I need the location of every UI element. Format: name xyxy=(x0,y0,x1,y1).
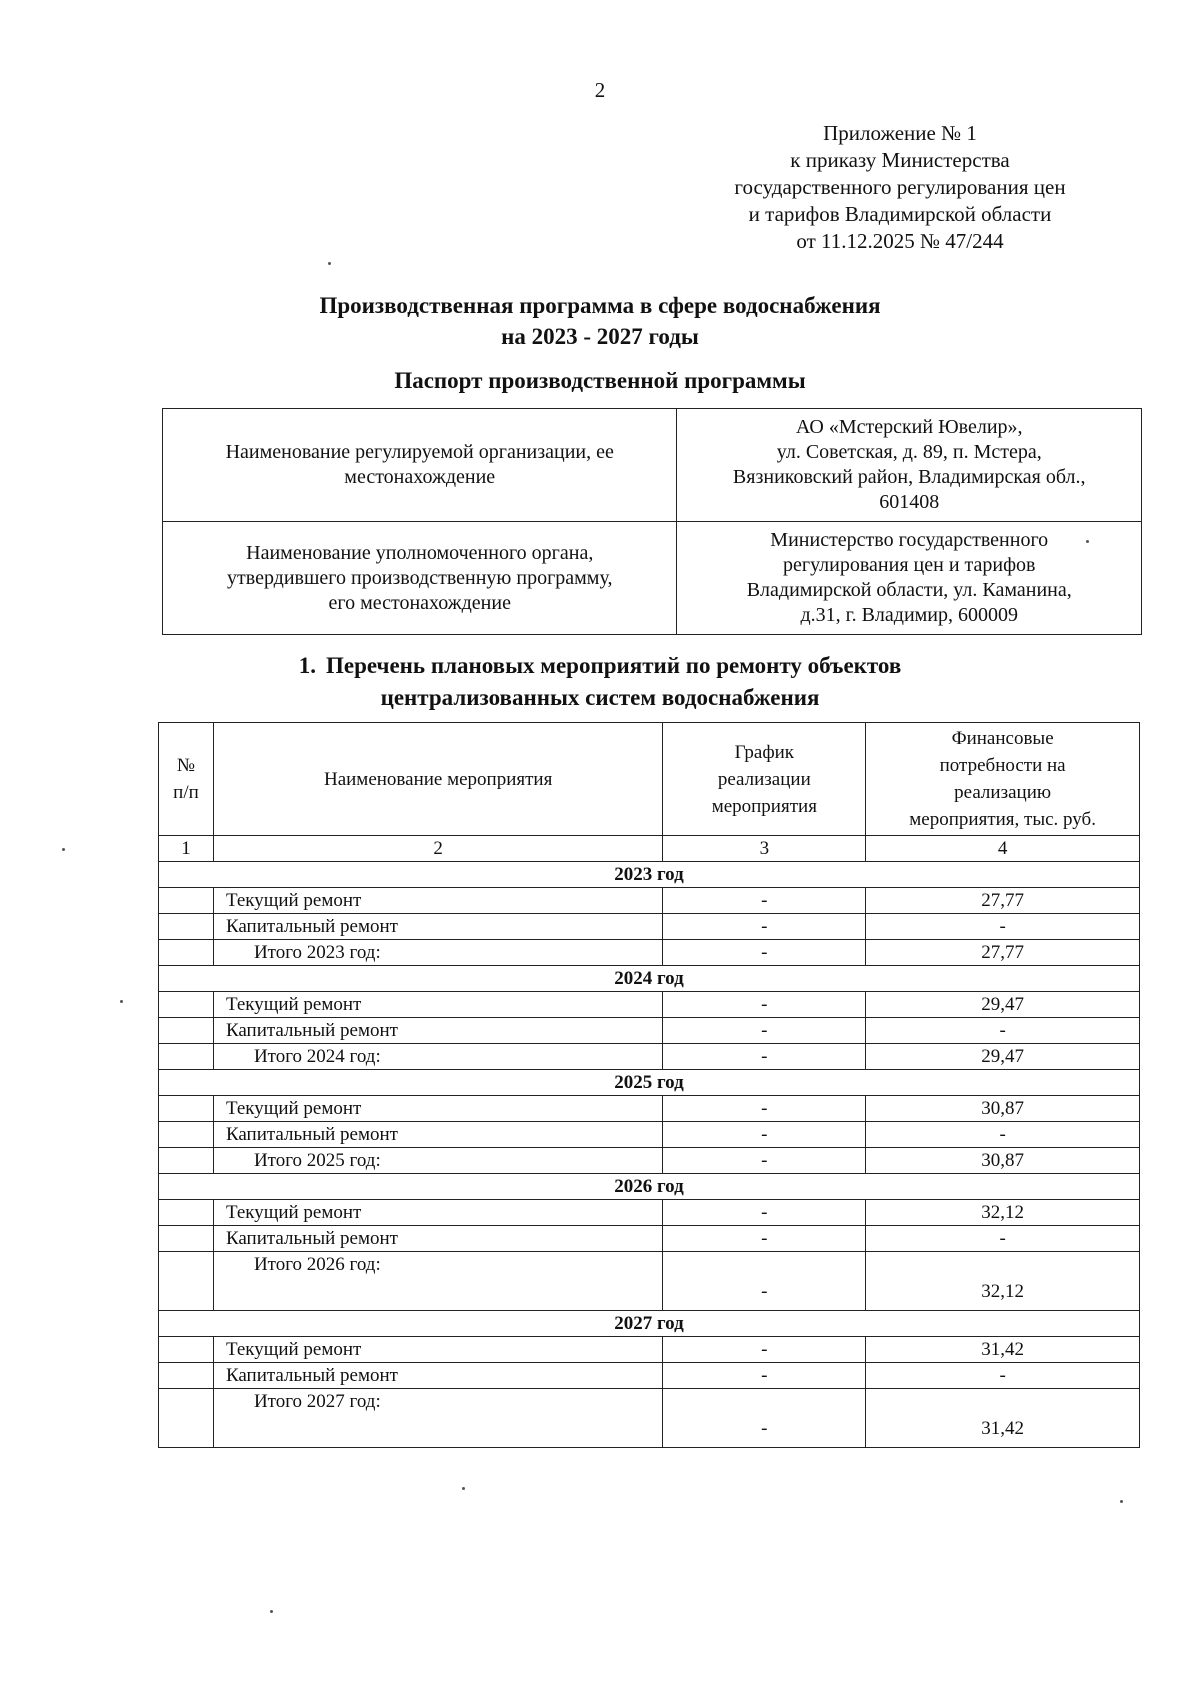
row-num-cell xyxy=(159,914,214,940)
total-schedule: - xyxy=(663,1148,866,1174)
row-schedule: - xyxy=(663,1122,866,1148)
annex-line: от 11.12.2025 № 47/244 xyxy=(796,229,1004,253)
passport-value-cell xyxy=(677,409,1142,522)
passport-value-line: Вязниковский район, Владимирская обл., xyxy=(732,466,1086,488)
scan-speck xyxy=(462,1487,465,1490)
column-number: 2 xyxy=(213,836,662,862)
passport-value-line: 601408 xyxy=(879,491,940,513)
row-label: Капитальный ремонт xyxy=(213,1122,662,1148)
header-line: потребности на xyxy=(939,755,1066,776)
row-value: 31,42 xyxy=(866,1337,1140,1363)
scan-speck xyxy=(1086,540,1089,543)
row-value: - xyxy=(866,1018,1140,1044)
year-label: 2026 год xyxy=(159,1174,1140,1200)
year-row xyxy=(159,862,1140,888)
row-num-cell xyxy=(159,992,214,1018)
passport-label-line: его местонахождение xyxy=(328,591,511,614)
row-num-cell xyxy=(159,1363,214,1389)
total-schedule: - xyxy=(663,1252,866,1311)
annex-block xyxy=(650,120,1150,255)
scan-speck xyxy=(120,1000,123,1003)
row-num-cell xyxy=(159,1148,214,1174)
header-finance xyxy=(866,723,1140,836)
total-row xyxy=(159,1252,1140,1311)
total-label: Итого 2025 год: xyxy=(213,1148,662,1174)
table-row xyxy=(159,1018,1140,1044)
table-row xyxy=(159,992,1140,1018)
passport-value-line: регулирования цен и тарифов xyxy=(782,554,1036,576)
passport-label-cell xyxy=(163,409,677,522)
row-num-cell xyxy=(159,888,214,914)
total-value: 30,87 xyxy=(866,1148,1140,1174)
row-value: 29,47 xyxy=(866,992,1140,1018)
total-row xyxy=(159,1389,1140,1448)
total-label: Итого 2027 год: xyxy=(213,1389,662,1448)
header-num xyxy=(159,723,214,836)
page-number: 2 xyxy=(594,78,606,102)
passport-value-line: АО «Мстерский Ювелир», xyxy=(795,416,1023,438)
section-1-title xyxy=(0,650,1200,714)
header-line: График xyxy=(734,741,795,763)
header-line: мероприятия, тыс. руб. xyxy=(909,809,1096,830)
scan-speck xyxy=(62,848,65,851)
total-label: Итого 2023 год: xyxy=(213,940,662,966)
section-title-line xyxy=(0,650,1200,682)
row-label: Капитальный ремонт xyxy=(213,914,662,940)
section-number: 1. xyxy=(298,653,316,678)
year-label: 2025 год xyxy=(159,1070,1140,1096)
table-row xyxy=(159,1337,1140,1363)
total-row xyxy=(159,1148,1140,1174)
row-value: - xyxy=(866,914,1140,940)
row-schedule: - xyxy=(663,1200,866,1226)
header-line: мероприятия xyxy=(711,795,817,817)
total-value: 27,77 xyxy=(866,940,1140,966)
row-schedule: - xyxy=(663,1018,866,1044)
row-num-cell xyxy=(159,1200,214,1226)
header-name: Наименование мероприятия xyxy=(213,723,662,836)
row-schedule: - xyxy=(663,914,866,940)
title-line: Производственная программа в сфере водоснабжения xyxy=(319,293,881,318)
passport-label-line: Наименование регулируемой организации, ее xyxy=(225,441,614,463)
passport-label-line: утвердившего производственную программу, xyxy=(227,566,613,589)
passport-value-cell xyxy=(677,522,1142,635)
passport-label-line: местонахождение xyxy=(344,466,496,488)
row-schedule: - xyxy=(663,1096,866,1122)
table-header-row xyxy=(159,723,1140,836)
row-value: - xyxy=(866,1122,1140,1148)
passport-value-line: Владимирской области, ул. Каманина, xyxy=(746,579,1072,601)
header-line: № xyxy=(176,755,196,776)
title-line: на 2023 - 2027 годы xyxy=(501,324,699,349)
row-value: - xyxy=(866,1363,1140,1389)
table-row xyxy=(159,1363,1140,1389)
total-schedule: - xyxy=(663,1389,866,1448)
row-label: Текущий ремонт xyxy=(213,1200,662,1226)
year-label: 2023 год xyxy=(159,862,1140,888)
row-num-cell xyxy=(159,1122,214,1148)
row-label: Капитальный ремонт xyxy=(213,1018,662,1044)
annex-line: государственного регулирования цен xyxy=(734,175,1066,199)
passport-label-cell xyxy=(163,522,677,635)
scan-speck xyxy=(270,1610,273,1613)
passport-table xyxy=(162,408,1142,635)
row-num-cell xyxy=(159,940,214,966)
row-num-cell xyxy=(159,1389,214,1448)
row-num-cell xyxy=(159,1337,214,1363)
total-row xyxy=(159,940,1140,966)
year-label: 2027 год xyxy=(159,1311,1140,1337)
column-number-row xyxy=(159,836,1140,862)
table-row xyxy=(159,888,1140,914)
row-num-cell xyxy=(159,1044,214,1070)
annex-line: Приложение № 1 xyxy=(823,121,977,145)
section-title-line: централизованных систем водоснабжения xyxy=(380,685,820,710)
document-title xyxy=(0,290,1200,352)
row-num-cell xyxy=(159,1252,214,1311)
total-value: 32,12 xyxy=(866,1252,1140,1311)
row-value: - xyxy=(866,1226,1140,1252)
row-label: Текущий ремонт xyxy=(213,1096,662,1122)
passport-row xyxy=(163,409,1142,522)
header-schedule xyxy=(663,723,866,836)
scan-speck xyxy=(1120,1500,1123,1503)
table-row xyxy=(159,1122,1140,1148)
table-row xyxy=(159,914,1140,940)
passport-row xyxy=(163,522,1142,635)
passport-value-line: Министерство государственного xyxy=(770,529,1049,551)
year-row xyxy=(159,966,1140,992)
row-label: Текущий ремонт xyxy=(213,888,662,914)
table-row xyxy=(159,1096,1140,1122)
total-label: Итого 2026 год: xyxy=(213,1252,662,1311)
total-schedule: - xyxy=(663,940,866,966)
total-schedule: - xyxy=(663,1044,866,1070)
row-label: Капитальный ремонт xyxy=(213,1226,662,1252)
row-value: 30,87 xyxy=(866,1096,1140,1122)
table-row xyxy=(159,1226,1140,1252)
row-label: Текущий ремонт xyxy=(213,992,662,1018)
row-label: Капитальный ремонт xyxy=(213,1363,662,1389)
row-value: 27,77 xyxy=(866,888,1140,914)
annex-line: к приказу Министерства xyxy=(790,148,1010,172)
section-title-text: Перечень плановых мероприятий по ремонту объектов xyxy=(325,653,902,678)
total-label: Итого 2024 год: xyxy=(213,1044,662,1070)
header-line: реализации xyxy=(717,768,811,790)
row-schedule: - xyxy=(663,992,866,1018)
total-row xyxy=(159,1044,1140,1070)
column-number: 4 xyxy=(866,836,1140,862)
row-schedule: - xyxy=(663,1226,866,1252)
annex-line: и тарифов Владимирской области xyxy=(748,202,1052,226)
passport-title: Паспорт производственной программы xyxy=(394,368,806,393)
plan-table xyxy=(158,722,1140,1448)
total-value: 29,47 xyxy=(866,1044,1140,1070)
passport-value-line: д.31, г. Владимир, 600009 xyxy=(800,604,1019,626)
row-num-cell xyxy=(159,1226,214,1252)
header-line: Финансовые xyxy=(951,728,1054,749)
header-line: реализацию xyxy=(954,782,1052,803)
row-schedule: - xyxy=(663,1337,866,1363)
row-schedule: - xyxy=(663,1363,866,1389)
year-row xyxy=(159,1311,1140,1337)
row-num-cell xyxy=(159,1096,214,1122)
row-schedule: - xyxy=(663,888,866,914)
passport-label-line: Наименование уполномоченного органа, xyxy=(246,541,594,564)
year-row xyxy=(159,1174,1140,1200)
header-line: п/п xyxy=(173,782,199,803)
column-number: 3 xyxy=(663,836,866,862)
year-row xyxy=(159,1070,1140,1096)
column-number: 1 xyxy=(159,836,214,862)
row-label: Текущий ремонт xyxy=(213,1337,662,1363)
passport-value-line: ул. Советская, д. 89, п. Мстера, xyxy=(776,441,1042,463)
scan-speck xyxy=(328,262,331,265)
year-label: 2024 год xyxy=(159,966,1140,992)
total-value: 31,42 xyxy=(866,1389,1140,1448)
table-row xyxy=(159,1200,1140,1226)
row-num-cell xyxy=(159,1018,214,1044)
row-value: 32,12 xyxy=(866,1200,1140,1226)
